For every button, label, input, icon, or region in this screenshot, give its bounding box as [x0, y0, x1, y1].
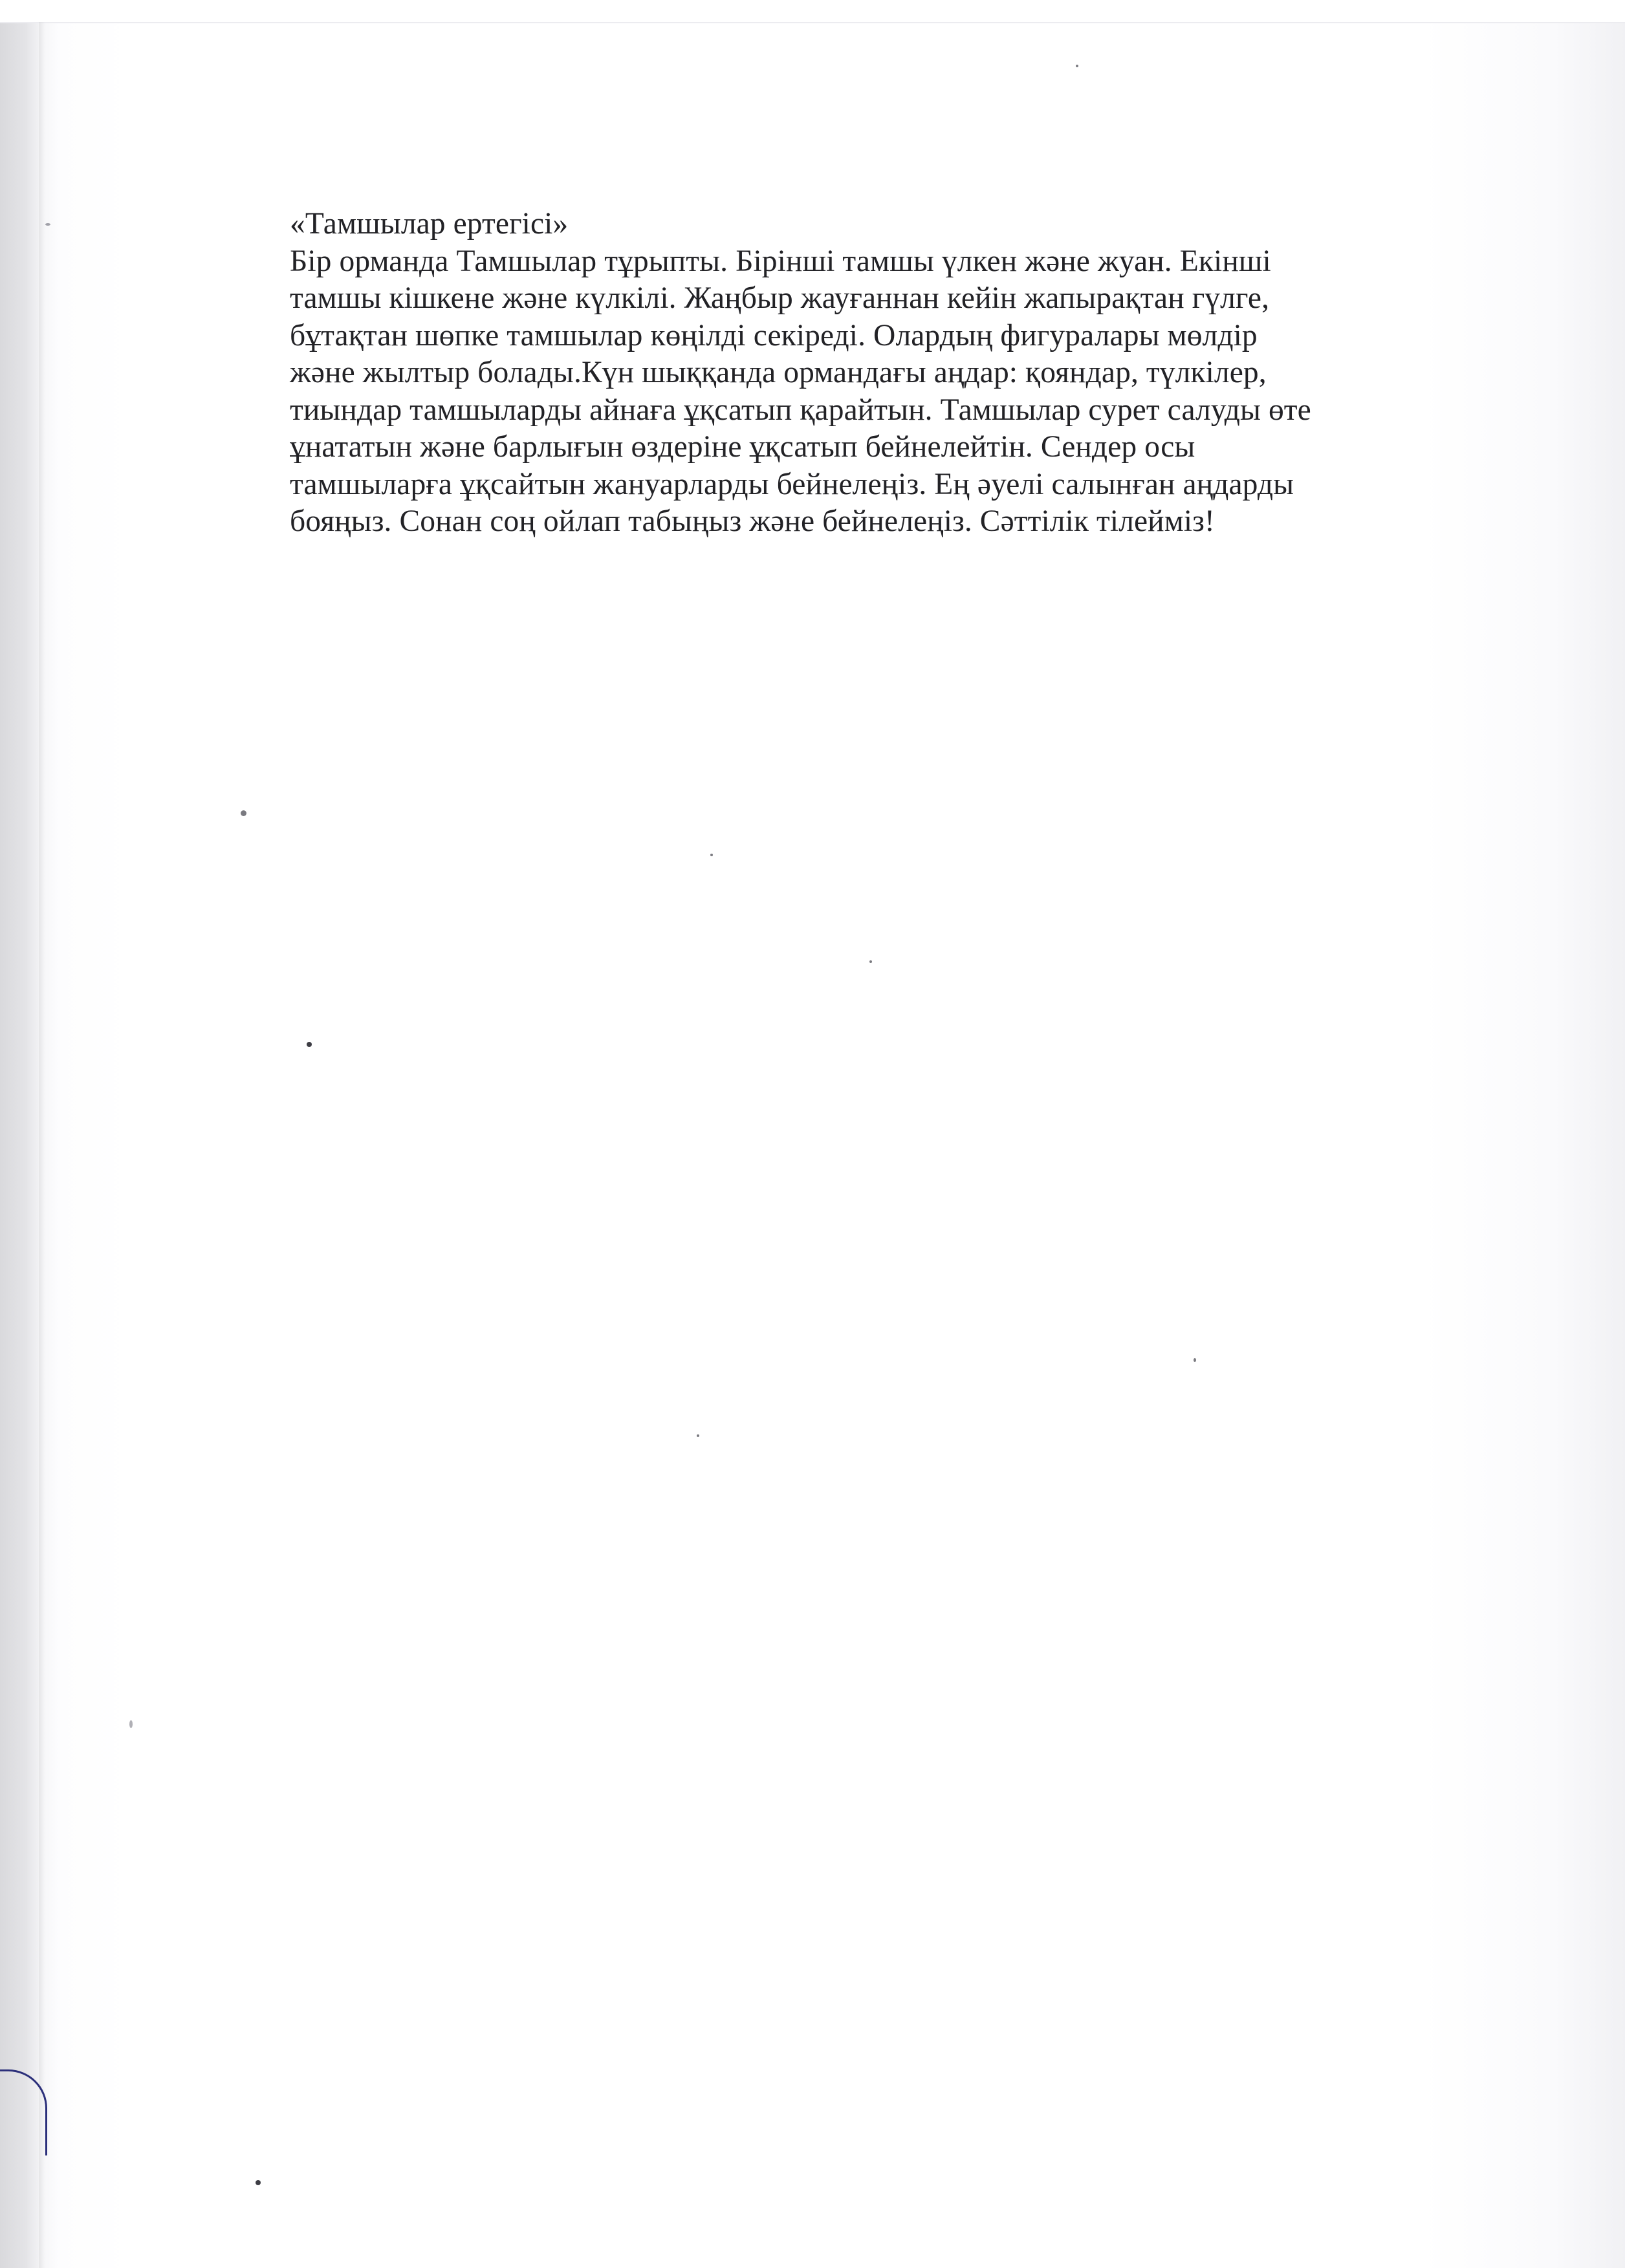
scan-speck — [697, 1434, 699, 1437]
story-title: «Тамшылар ертегісі» — [290, 207, 569, 241]
scan-speck — [256, 2180, 261, 2185]
story-line: ұнататын және барлығын өздеріне ұқсатып бейнелейтін. Сендер осы — [290, 430, 1195, 464]
scan-speck — [1076, 65, 1078, 67]
story-line: тамшыларға ұқсайтын жануарларды бейнелеңіз. Ең әуелі салынған аңдарды — [290, 467, 1294, 501]
scan-speck — [307, 1042, 312, 1047]
scan-speck — [1194, 1358, 1196, 1362]
scan-speck — [710, 854, 713, 856]
scan-speck — [45, 223, 50, 226]
story-line: және жылтыр болады.Күн шыққанда ормандағы аңдар: қояндар, түлкілер, — [290, 356, 1267, 389]
story-text-block — [290, 206, 1551, 541]
story-line: Бір орманда Тамшылар тұрыпты. Бірінші тамшы үлкен және жуан. Екінші — [290, 244, 1271, 278]
scanner-top-band — [0, 0, 1625, 23]
scan-speck — [869, 960, 872, 963]
story-line: бояңыз. Сонан соң ойлап табыңыз және бейнелеңіз. Сәттілік тілейміз! — [290, 504, 1215, 538]
story-line: бұтақтан шөпке тамшылар көңілді секіреді. Олардың фигуралары мөлдір — [290, 318, 1258, 352]
scan-speck — [129, 1720, 133, 1728]
story-line: тамшы кішкене және күлкілі. Жаңбыр жауғаннан кейін жапырақтан гүлге, — [290, 281, 1270, 315]
page-edge-shadow — [39, 22, 45, 2268]
story-line: тиындар тамшыларды айнаға ұқсатып қарайтын. Тамшылар сурет салуды өте — [290, 393, 1311, 427]
scan-speck — [241, 810, 246, 816]
